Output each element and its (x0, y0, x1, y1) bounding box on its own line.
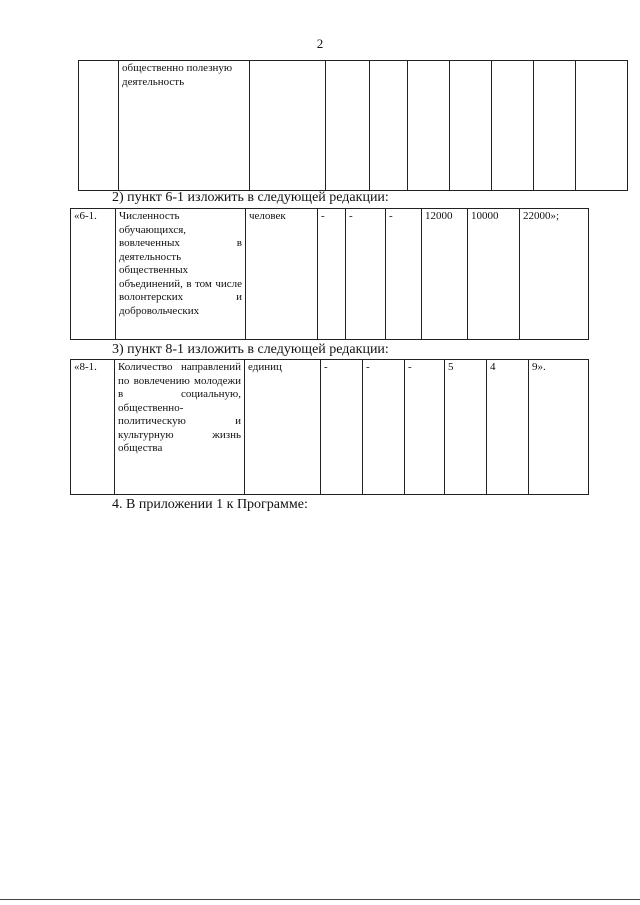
table-cell (534, 61, 576, 191)
value-cell: - (346, 209, 386, 340)
table-6-1 (70, 208, 589, 340)
value-cell: - (405, 360, 445, 495)
unit-cell: человек (246, 209, 318, 340)
table-cell (576, 61, 628, 191)
value-cell: - (318, 209, 346, 340)
table-cell (450, 61, 492, 191)
table-cell (370, 61, 408, 191)
table-cell (326, 61, 370, 191)
section-heading-4: 4. В приложении 1 к Программе: (112, 497, 308, 512)
total-cell: 9». (529, 360, 589, 495)
table-cell (492, 61, 534, 191)
value-cell: 10000 (468, 209, 520, 340)
page-number: 2 (316, 36, 324, 51)
table-continuation (78, 60, 628, 191)
section-heading-3: 3) пункт 8-1 изложить в следующей редакции: (112, 342, 389, 357)
table-cell (79, 61, 119, 191)
value-cell: 12000 (422, 209, 468, 340)
table-cell (408, 61, 450, 191)
bottom-rule (0, 899, 640, 900)
table-cell (250, 61, 326, 191)
indicator-name-cell: Численность обучающихся, вовлеченных в деятельность общественных объединений, в том числе волонтерских и добровольческих (116, 209, 246, 340)
indicator-name-cell: Количество направлений по вовлечению молодежи в социальную, общественно-политическую и культурную жизнь общества (115, 360, 245, 495)
unit-cell: единиц (245, 360, 321, 495)
value-cell: 4 (487, 360, 529, 495)
section-heading-2: 2) пункт 6-1 изложить в следующей редакции: (112, 190, 389, 205)
total-cell: 22000»; (520, 209, 589, 340)
value-cell: - (363, 360, 405, 495)
value-cell: - (321, 360, 363, 495)
table-8-1 (70, 359, 589, 495)
value-cell: 5 (445, 360, 487, 495)
value-cell: - (386, 209, 422, 340)
row-number-cell: «8-1. (71, 360, 115, 495)
row-number-cell: «6-1. (71, 209, 116, 340)
indicator-name-cell: общественно полезную деятельность (119, 61, 250, 191)
